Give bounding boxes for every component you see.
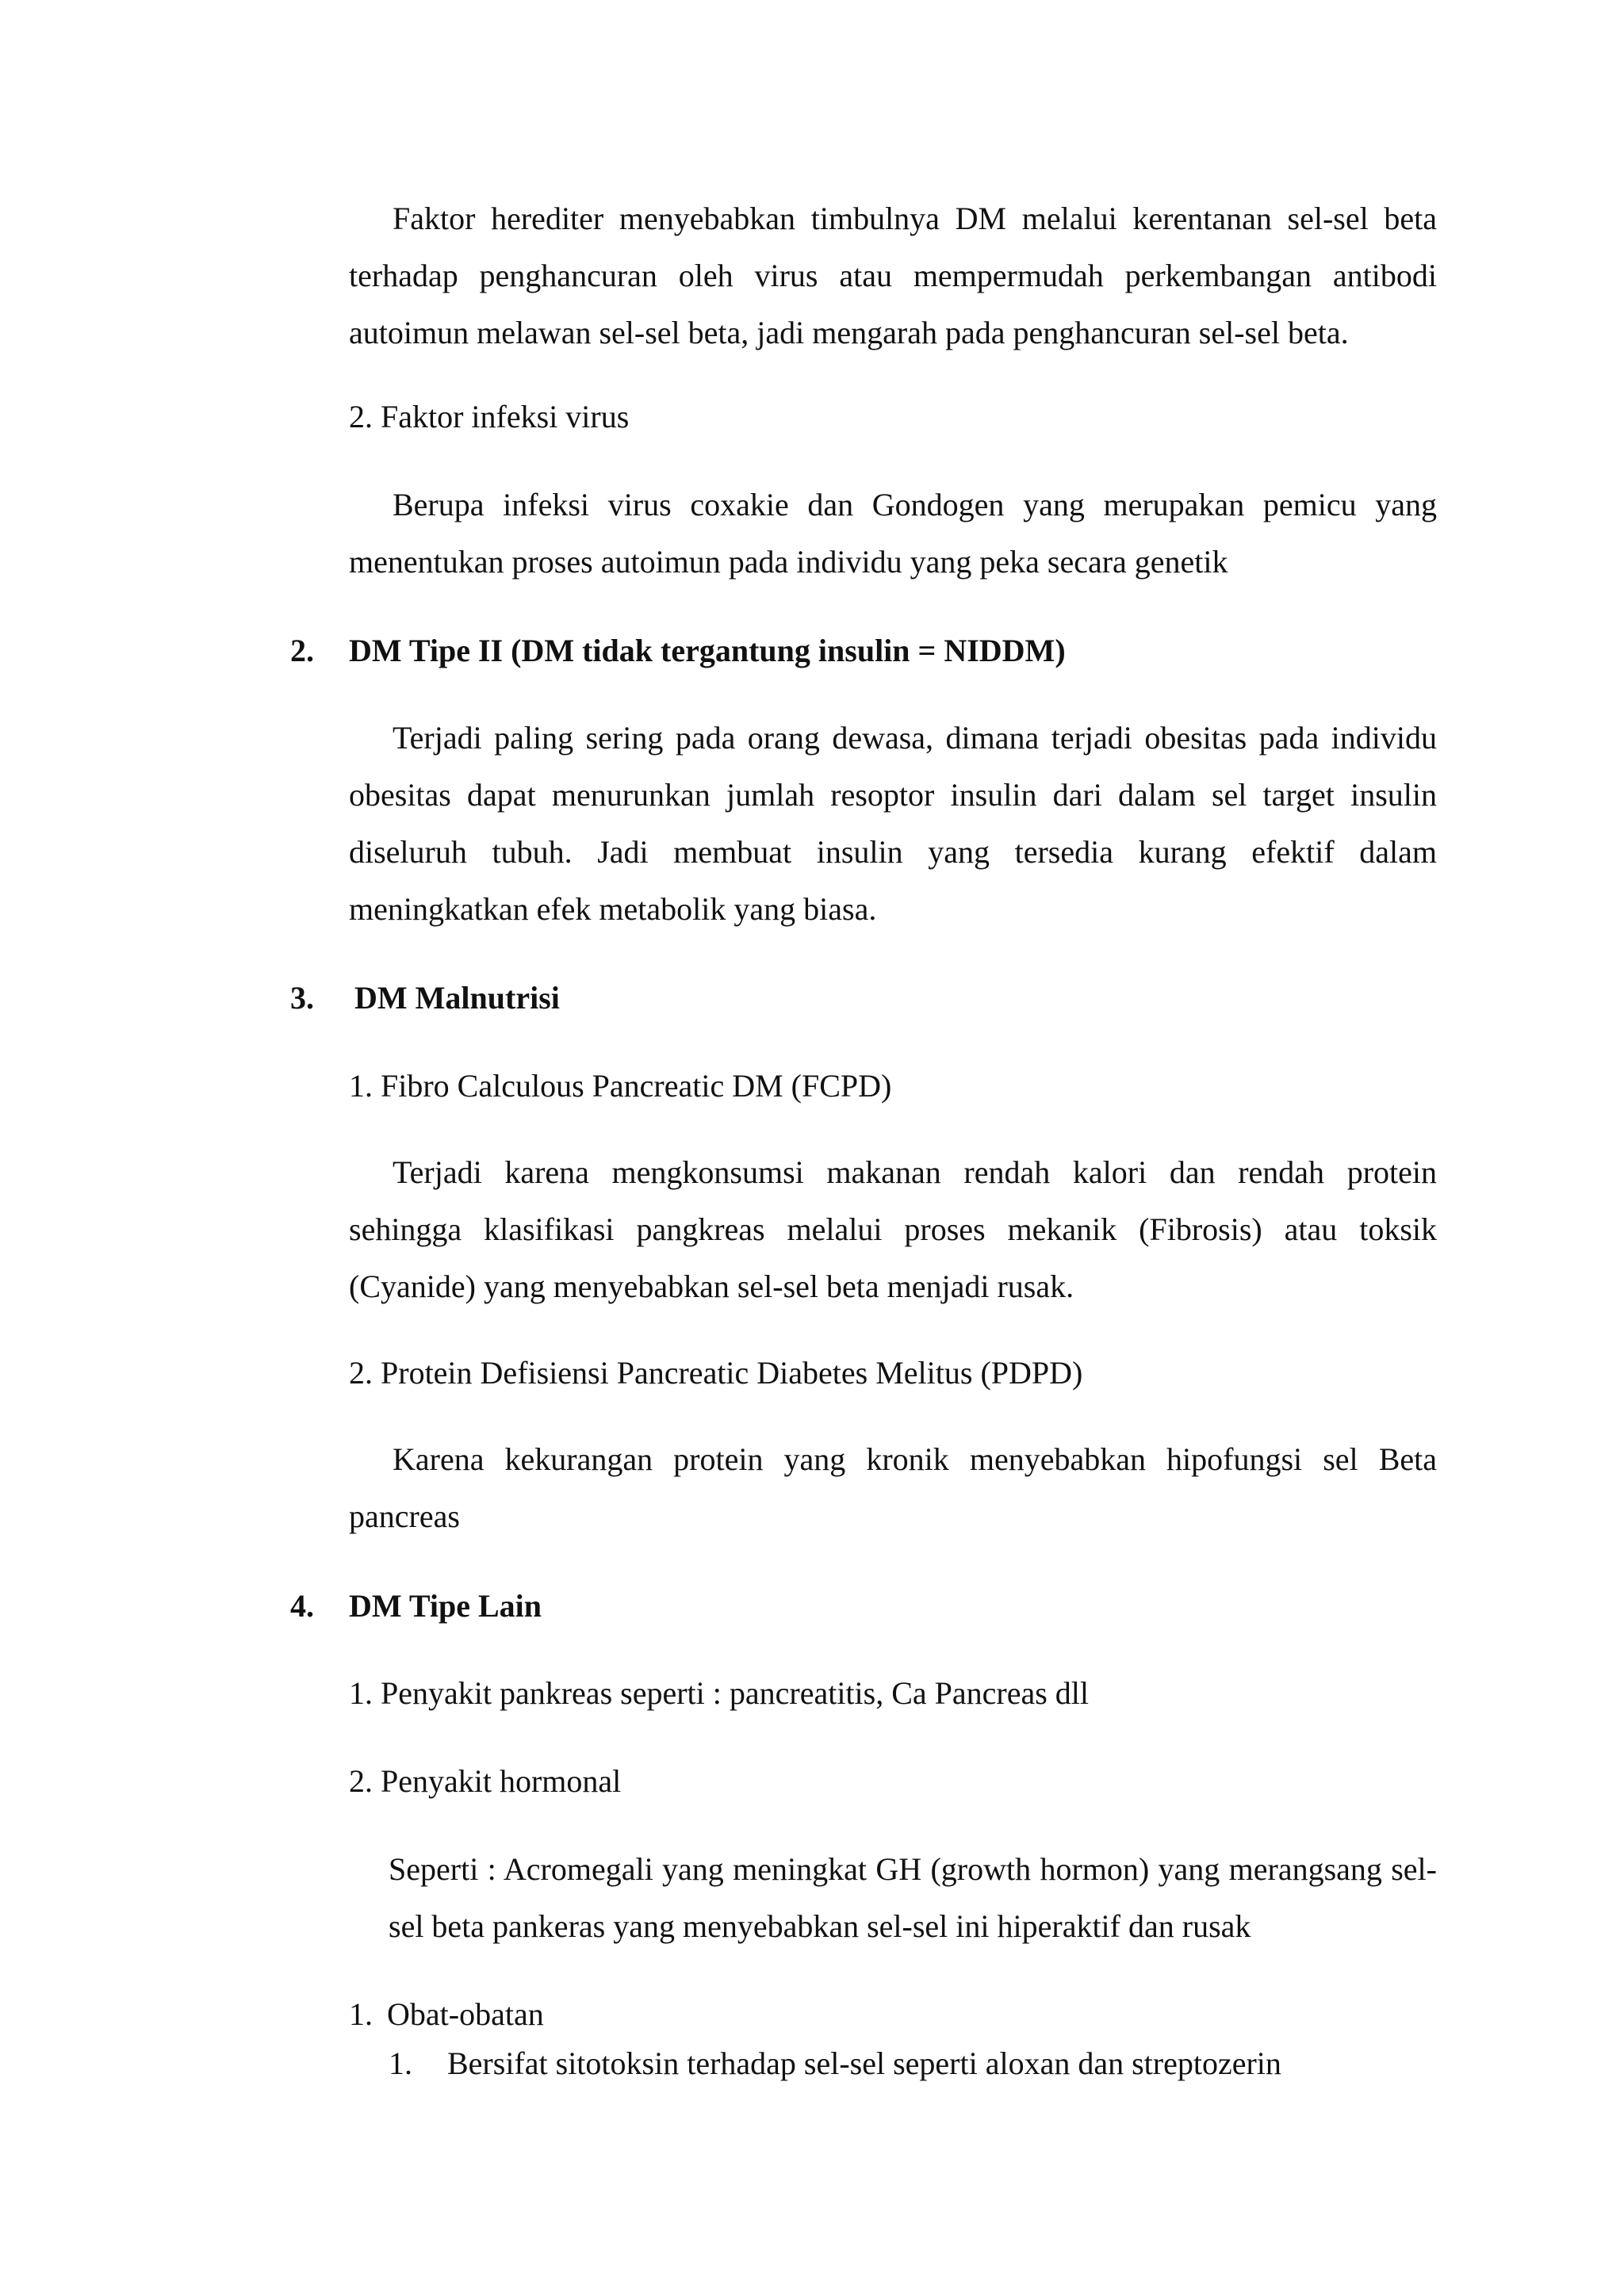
- list-item-sitotoksin: [389, 2035, 1281, 2092]
- list-item-fcpd: 1. Fibro Calculous Pancreatic DM (FCPD): [349, 1068, 892, 1104]
- list-text: Bersifat sitotoksin terhadap sel-sel seperti aloxan dan streptozerin: [447, 2045, 1281, 2081]
- heading-text: DM Tipe Lain: [349, 1588, 542, 1624]
- paragraph-fcpd: Terjadi karena mengkonsumsi makanan rendah kalori dan rendah protein sehingga klasifikasi pangkreas melalui proses mekanik (Fibrosis) atau toksik (Cyanide) yang menyebabkan sel-sel beta menjadi rusak.: [349, 1154, 1437, 1304]
- heading-dm-tipe-lain: [290, 1578, 542, 1635]
- paragraph-acromegali: Seperti : Acromegali yang meningkat GH (growth hormon) yang merangsang sel-sel beta pankeras yang menyebabkan sel-sel ini hiperaktif dan rusak: [389, 1851, 1437, 1944]
- list-item-penyakit-hormonal: 2. Penyakit hormonal: [349, 1763, 622, 1799]
- heading-dm-malnutrisi: [290, 970, 560, 1027]
- heading-number: 4.: [290, 1588, 314, 1624]
- list-item-pdpd: 2. Protein Defisiensi Pancreatic Diabetes Melitus (PDPD): [349, 1355, 1083, 1391]
- list-number: 1.: [349, 1996, 373, 2032]
- paragraph-dm-tipe-ii: Terjadi paling sering pada orang dewasa, dimana terjadi obesitas pada individu obesitas dapat menurunkan jumlah resoptor insulin dari dalam sel target insulin diseluruh tubuh. Jadi membuat insulin yang tersedia kurang efektif dalam meningkatkan efek metabolik yang biasa.: [349, 720, 1437, 927]
- paragraph-faktor-herediter: Faktor herediter menyebabkan timbulnya DM melalui kerentanan sel-sel beta terhadap penghancuran oleh virus atau mempermudah perkembangan antibodi autoimun melawan sel-sel beta, jadi mengarah pada penghancuran sel-sel beta.: [349, 201, 1437, 350]
- paragraph-pdpd: Karena kekurangan protein yang kronik menyebabkan hipofungsi sel Beta pancreas: [349, 1441, 1437, 1534]
- list-item-faktor-infeksi-virus: 2. Faktor infeksi virus: [349, 399, 630, 434]
- heading-dm-tipe-ii: [290, 622, 1066, 679]
- heading-text: DM Tipe II (DM tidak tergantung insulin = NIDDM): [349, 633, 1066, 668]
- list-number: 1.: [389, 2045, 412, 2081]
- heading-number: 2.: [290, 633, 314, 668]
- heading-text: DM Malnutrisi: [354, 980, 560, 1016]
- paragraph-infeksi-virus: Berupa infeksi virus coxakie dan Gondogen yang merupakan pemicu yang menentukan proses autoimun pada individu yang peka secara genetik: [349, 487, 1437, 580]
- list-text: Obat-obatan: [387, 1996, 544, 2032]
- heading-number: 3.: [290, 980, 314, 1016]
- list-item-penyakit-pankreas: 1. Penyakit pankreas seperti : pancreatitis, Ca Pancreas dll: [349, 1675, 1090, 1711]
